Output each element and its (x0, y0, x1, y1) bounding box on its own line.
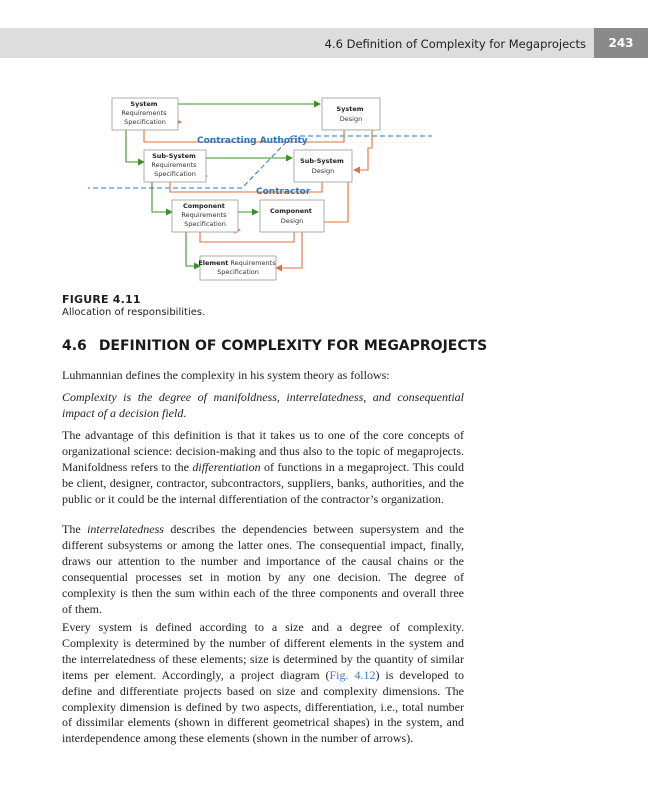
running-header-title: 4.6 Definition of Complexity for Megaprojects (324, 37, 586, 51)
svg-text:Sub-System Design: Sub-System Design (300, 157, 344, 175)
page-number: 243 (594, 28, 648, 58)
arrow-subsystem-req-to-component-req (152, 182, 172, 212)
section-number: 4.6 (62, 338, 87, 354)
box-system-requirements (112, 98, 178, 130)
svg-text:Component Requirements: Component Requirements Specification (181, 202, 227, 228)
box-subsystem-requirements (144, 150, 206, 182)
svg-text:System Design: System Design (336, 105, 364, 123)
paragraph-manifoldness: The advantage of this definition is that it takes us to one of the core concepts of organizational science: decision-making and thus also to the topic of megaprojects. Manifoldness refers to the differentiation of functions in a megaproject. This could be client, designer, contractor, subcontractors, suppliers, banks, authorities, and the public or it could be the internal differentiation of the contractor’s organization. (62, 428, 464, 506)
box-system-design (322, 98, 380, 130)
paragraph-interrelatedness: The interrelatedness describes the dependencies between supersystem and the different subsystems or among the latter ones. The consequential impact, finally, draws our attention to the number and importance of the causal chains or the consequential processes set in motion by any one decision. The degree of complexity is then the sum within each of the three components and overall three of them. (62, 522, 465, 616)
section-heading (62, 338, 487, 354)
svg-text:Component Design: Component Design (270, 207, 312, 225)
box-component-requirements (172, 200, 238, 232)
contractor-label: Contractor (256, 187, 311, 197)
svg-text:Element Requirements Spe: Element Requirements Specification (198, 259, 276, 276)
box-element-requirements (198, 256, 277, 280)
paragraph-size-complexity: Every system is defined according to a size and a degree of complexity. Complexity is determined by the number of different elements in the system and the interrelatedness of these elements; size is determined by the quantity of similar items per element. Accordingly, a project diagram (Fig. 4.12) is developed to define and differentiate projects based on size and complexity dimensions. The complexity dimension is defined by two aspects, differentiation, i.e., total number of dissimilar elements (shown in different geometrical shapes) in the system, and interdependence among these elements (shown in the number of arrows). (62, 620, 464, 746)
arrow-system-req-to-subsystem-req (126, 130, 144, 162)
box-component-design (260, 200, 324, 232)
section-title: DEFINITION OF COMPLEXITY FOR MEGAPROJECTS (98, 338, 488, 354)
paragraph-definition-quote: Complexity is the degree of manifoldness, interrelatedness, and consequential impact of a decision field. (62, 390, 464, 420)
figure-reference-link[interactable]: Fig. 4.12 (329, 667, 376, 682)
paragraph-intro: Luhmannian defines the complexity in his system theory as follows: (62, 368, 390, 382)
arrow-component-to-element (276, 232, 302, 268)
figure-label: FIGURE 4.11 (62, 293, 141, 306)
svg-text:System Requirements: System Requirements Specification (121, 100, 167, 126)
contracting-authority-label: Contracting Authority (197, 136, 308, 146)
svg-text:Sub-System Requirements: Sub-System Requirements Specification (151, 152, 197, 178)
box-subsystem-design (294, 150, 352, 182)
responsibility-diagram (0, 0, 648, 330)
figure-caption: Allocation of responsibilities. (62, 307, 206, 318)
